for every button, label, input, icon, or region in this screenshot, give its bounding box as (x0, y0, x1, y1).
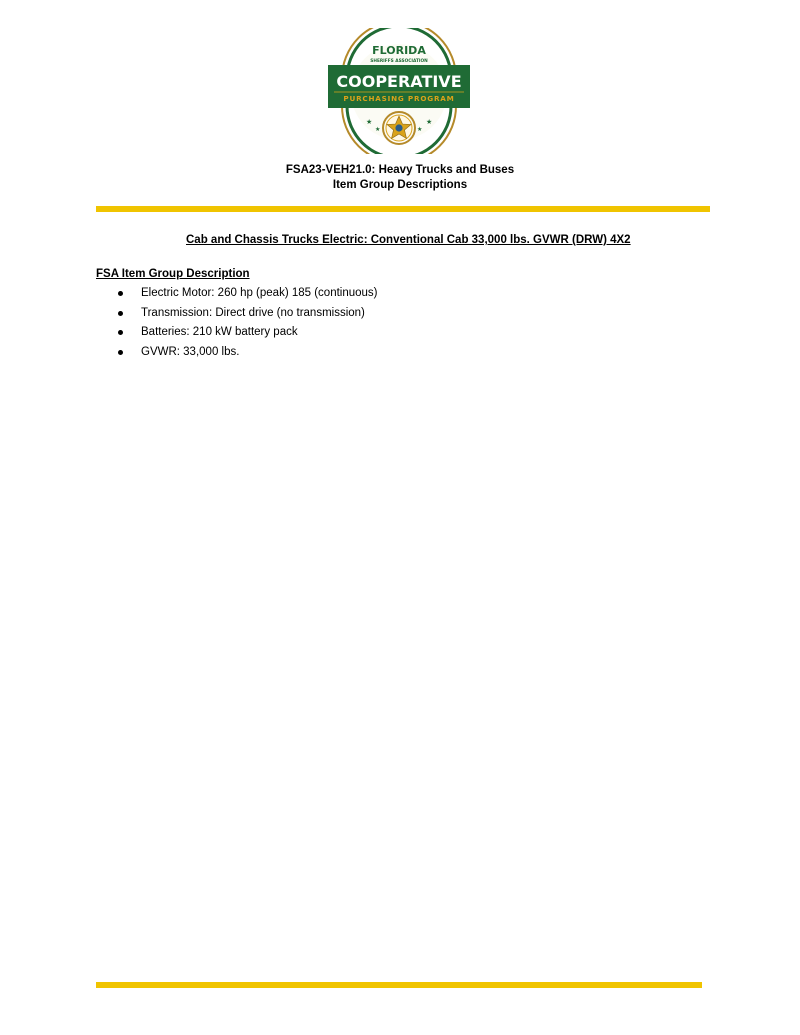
bullet-icon (118, 330, 123, 335)
description-list (114, 284, 378, 362)
document-title: FSA23-VEH21.0: Heavy Trucks and Buses (285, 164, 515, 176)
logo-text-cooperative: COOPERATIVE (336, 72, 462, 91)
svg-text:★: ★ (417, 127, 423, 133)
logo-text-florida: FLORIDA (372, 44, 426, 57)
svg-text:★: ★ (366, 119, 373, 126)
logo-text-purchasing: PURCHASING PROGRAM (343, 94, 455, 103)
bullet-icon (118, 350, 123, 355)
list-item: Electric Motor: 260 hp (peak) 185 (continuous) (114, 284, 378, 304)
svg-text:★: ★ (375, 127, 381, 133)
document-subtitle: Item Group Descriptions (332, 179, 468, 191)
logo-text-sheriffs: SHERIFFS ASSOCIATION (370, 59, 428, 64)
document-title-block (0, 163, 800, 193)
fsa-cooperative-logo (328, 28, 470, 154)
bullet-icon (118, 291, 123, 296)
svg-text:★: ★ (426, 119, 433, 126)
list-item: Batteries: 210 kW battery pack (114, 323, 378, 343)
list-item: GVWR: 33,000 lbs. (114, 343, 378, 363)
bullet-icon (118, 311, 123, 316)
bottom-divider (96, 982, 702, 988)
top-divider (96, 206, 710, 212)
list-item: Transmission: Direct drive (no transmission) (114, 304, 378, 324)
section-heading: Cab and Chassis Trucks Electric: Conventional Cab 33,000 lbs. GVWR (DRW) 4X2 (186, 234, 631, 246)
description-heading: FSA Item Group Description (96, 268, 250, 280)
